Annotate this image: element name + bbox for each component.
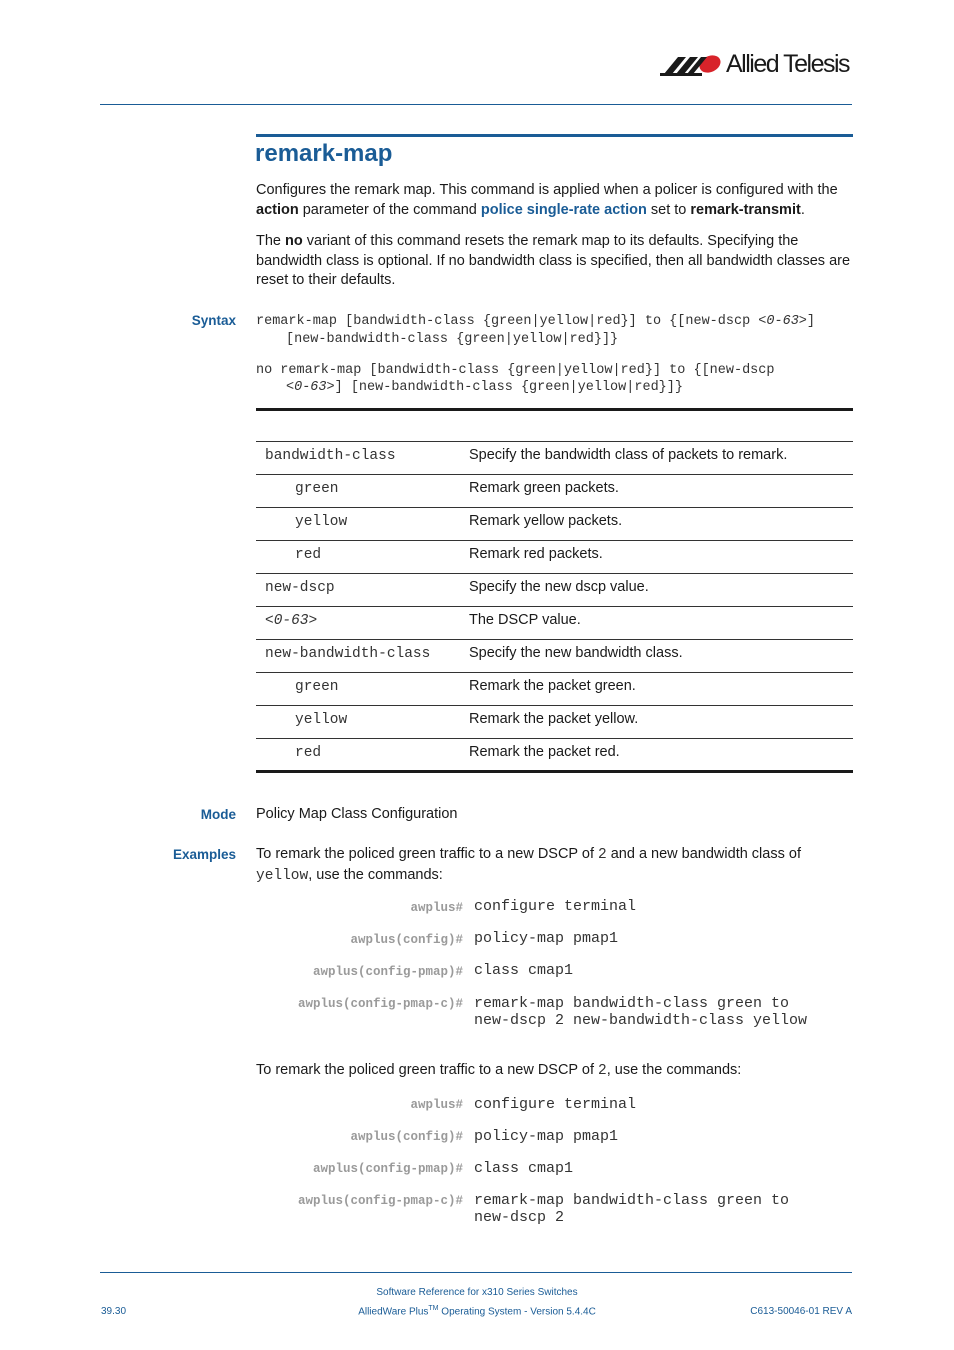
param-key: <0-63>	[265, 613, 318, 629]
syntax-line-2: [new-bandwidth-class {green|yellow|red}]}	[286, 332, 619, 347]
examples-intro-1: To remark the policed green traffic to a new DSCP of 2 and a new bandwidth class of yellow, use the commands:	[256, 846, 801, 884]
cli-prompt: awplus(config-pmap-c)#	[297, 1194, 463, 1208]
brand-logo	[660, 50, 855, 80]
param-desc: Remark the packet red.	[469, 744, 620, 760]
examples-intro-2: To remark the policed green traffic to a new DSCP of 2, use the commands:	[256, 1062, 742, 1079]
cli-command: policy-map pmap1	[474, 1128, 619, 1145]
param-key: yellow	[295, 514, 348, 530]
param-key: yellow	[295, 712, 348, 728]
intro-paragraph-1: Configures the remark map. This command is applied when a policer is configured with the action parameter of the command police single-rate action set to remark-transmit.	[256, 182, 838, 218]
footer-doc-title: Software Reference for x310 Series Switches	[376, 1287, 578, 1298]
param-key: green	[295, 679, 339, 695]
brand-name: Allied Telesis	[726, 50, 850, 78]
syntax-line-4: <0-63>] [new-bandwidth-class {green|yellow|red}]}	[286, 380, 683, 395]
param-key: red	[295, 547, 322, 563]
param-desc: Remark green packets.	[469, 480, 619, 496]
param-desc: Remark red packets.	[469, 546, 603, 562]
param-desc: Remark the packet green.	[469, 678, 636, 694]
param-key: red	[295, 745, 322, 761]
param-table-bottom-rule	[256, 770, 853, 773]
param-key: new-dscp	[265, 580, 335, 596]
param-desc: Remark yellow packets.	[469, 513, 623, 529]
cli-prompt: awplus(config)#	[350, 933, 463, 947]
syntax-label: Syntax	[191, 313, 236, 328]
param-desc: Specify the new dscp value.	[469, 579, 649, 595]
cli-command: class cmap1	[474, 962, 574, 979]
footer-doc-id: C613-50046-01 REV A	[750, 1306, 852, 1317]
cli-command: policy-map pmap1	[474, 930, 619, 947]
cli-prompt: awplus(config-pmap)#	[312, 1162, 463, 1176]
examples-label: Examples	[172, 847, 236, 862]
table-row	[256, 705, 853, 739]
mode-value: Policy Map Class Configuration	[256, 806, 458, 822]
table-row	[256, 606, 853, 640]
footer-page-number: 39.30	[101, 1306, 127, 1317]
footer-rule	[100, 1272, 852, 1273]
mode-label: Mode	[200, 807, 236, 822]
param-table-top-rule	[256, 408, 853, 411]
param-desc: Specify the new bandwidth class.	[469, 645, 683, 661]
table-row	[256, 474, 853, 508]
command-link[interactable]: police single-rate action	[480, 201, 647, 218]
cli-prompt: awplus#	[410, 1098, 463, 1112]
header-rule	[100, 104, 852, 105]
table-row	[256, 441, 853, 475]
param-desc: Specify the bandwidth class of packets to remark.	[469, 447, 788, 463]
syntax-line-3: no remark-map [bandwidth-class {green|yellow|red}] to {[new-dscp	[256, 363, 775, 378]
param-desc: The DSCP value.	[469, 612, 581, 628]
table-row	[256, 639, 853, 673]
table-row	[256, 573, 853, 607]
table-row	[256, 540, 853, 574]
cli-prompt: awplus(config-pmap-c)#	[297, 997, 463, 1011]
table-row	[256, 738, 853, 772]
cli-prompt: awplus#	[410, 901, 463, 915]
title-rule	[256, 134, 853, 137]
cli-command: configure terminal	[474, 898, 637, 915]
intro-paragraph-2: The no variant of this command resets the remark map to its defaults. Specifying the bandwidth class is optional. If no bandwidth class is specified, then all bandwidth classes are reset to their defaults.	[256, 233, 851, 288]
param-key: new-bandwidth-class	[265, 646, 431, 662]
param-key: green	[295, 481, 339, 497]
cli-command: remark-map bandwidth-class green to new-dscp 2	[474, 1192, 790, 1226]
param-key: bandwidth-class	[265, 448, 396, 464]
syntax-line-1: remark-map [bandwidth-class {green|yellow|red}] to {[new-dscp <0-63>]	[256, 314, 815, 329]
footer-product: AlliedWare Plus™ Operating System - Version 5.4.4C	[358, 1305, 596, 1318]
allied-telesis-logo-icon	[660, 51, 726, 79]
cli-command: configure terminal	[474, 1096, 637, 1113]
param-desc: Remark the packet yellow.	[469, 711, 639, 727]
table-row	[256, 672, 853, 706]
cli-command: class cmap1	[474, 1160, 574, 1177]
cli-prompt: awplus(config-pmap)#	[312, 965, 463, 979]
page-title: remark-map	[255, 140, 393, 167]
table-row	[256, 507, 853, 541]
cli-prompt: awplus(config)#	[350, 1130, 463, 1144]
cli-command: remark-map bandwidth-class green to new-dscp 2 new-bandwidth-class yellow	[474, 995, 808, 1029]
